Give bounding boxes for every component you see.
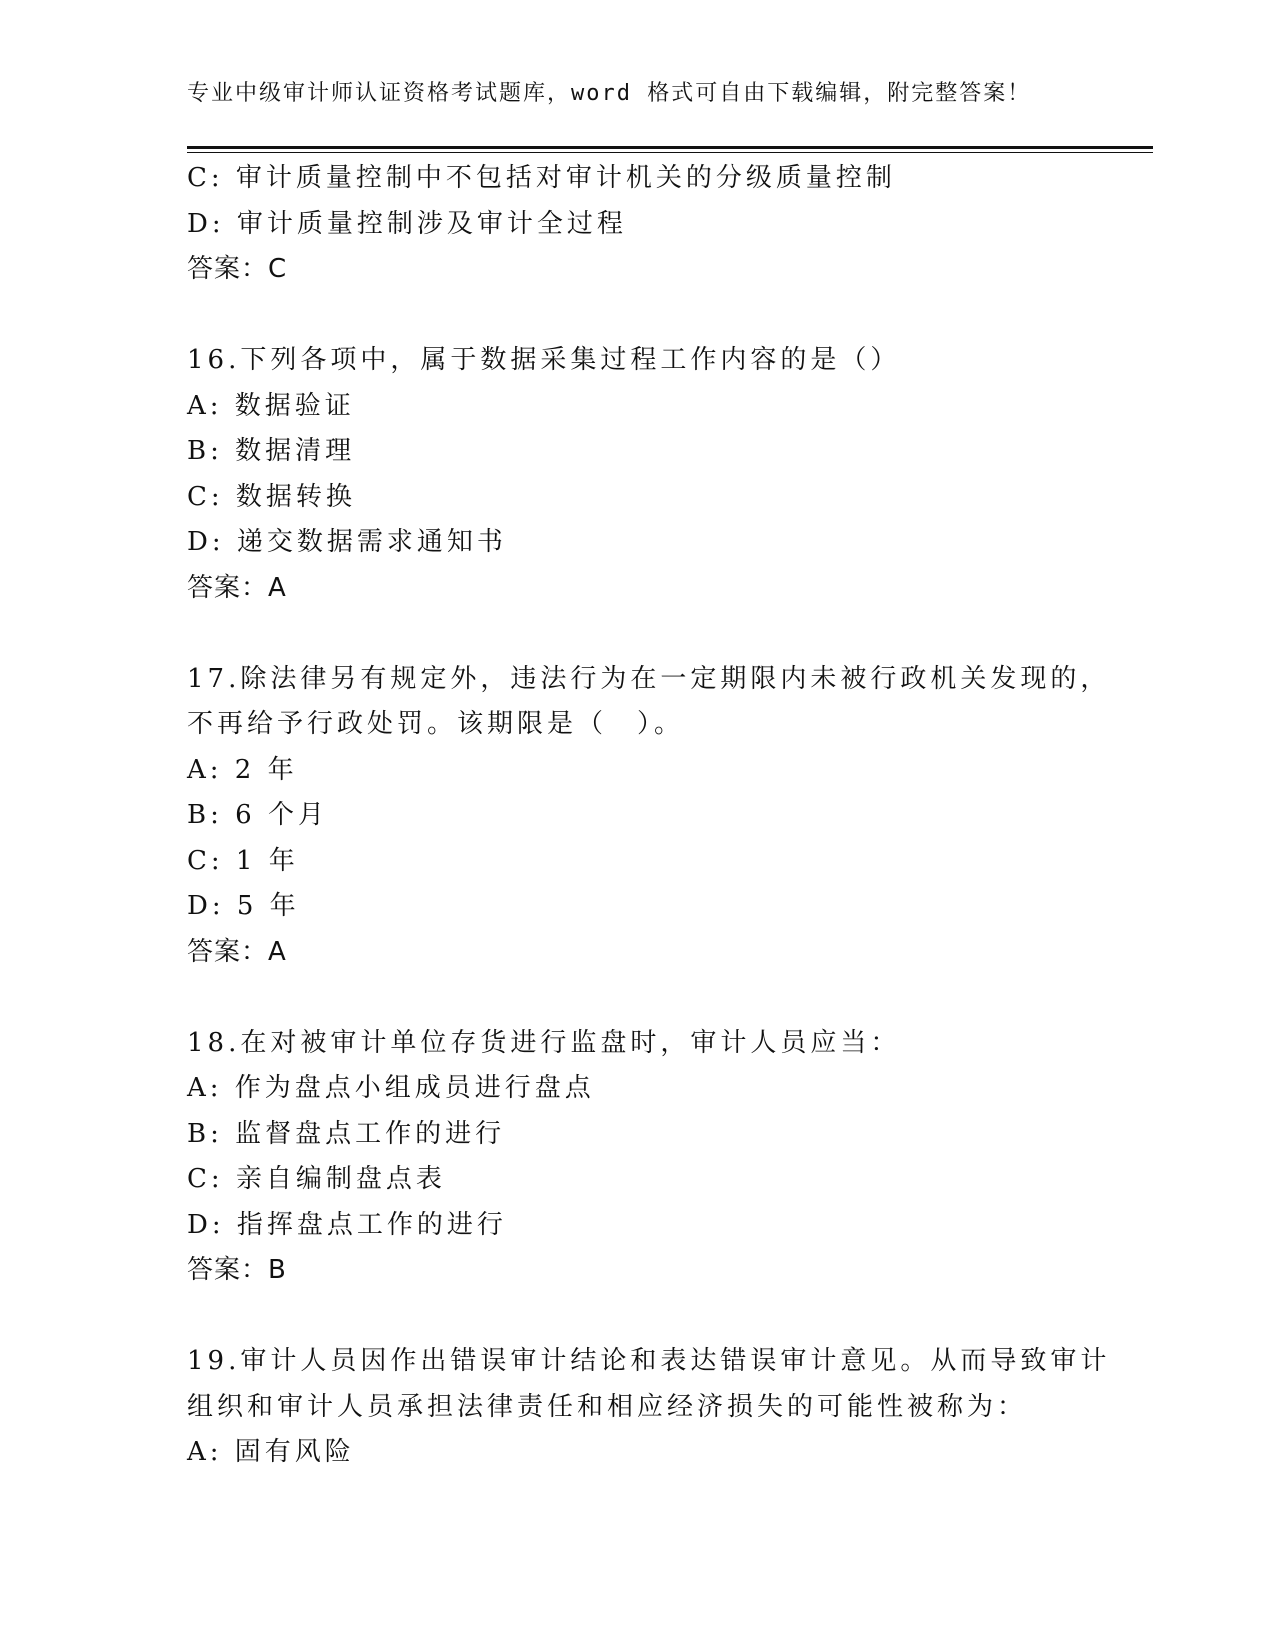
question-17-option-a: A: 2 年	[187, 754, 298, 785]
question-16-stem: 16.下列各项中，属于数据采集过程工作内容的是（）	[187, 345, 901, 375]
question-19-option-a: A: 固有风险	[187, 1437, 355, 1467]
question-18-option-d: D: 指挥盘点工作的进行	[187, 1209, 507, 1240]
question-spacer	[187, 293, 1127, 339]
question-spacer	[187, 1294, 1127, 1340]
page-header: 专业中级审计师认证资格考试题库，word 格式可自由下载编辑，附完整答案！	[187, 81, 1032, 106]
header-divider-thin	[187, 152, 1153, 153]
question-16-option-d: D: 递交数据需求通知书	[187, 527, 507, 557]
question-17-option-d: D: 5 年	[187, 891, 300, 921]
question-17-stem-line-2: 不再给予行政处罚。该期限是（ ）。	[187, 709, 685, 739]
question-18-option-c: C: 亲自编制盘点表	[187, 1164, 446, 1194]
question-16-option-a: A: 数据验证	[187, 390, 355, 421]
question-content	[187, 156, 1127, 1476]
question-16-option-b: B: 数据清理	[187, 436, 356, 466]
question-19-stem-line-1: 19.审计人员因作出错误审计结论和表达错误审计意见。从而导致审计	[187, 1346, 1111, 1376]
question-spacer	[187, 975, 1127, 1021]
option-d: D: 审计质量控制涉及审计全过程	[187, 208, 627, 239]
question-17-option-c: C: 1 年	[187, 845, 299, 876]
question-18-option-b: B: 监督盘点工作的进行	[187, 1118, 506, 1149]
question-19-stem-line-2: 组织和审计人员承担法律责任和相应经济损失的可能性被称为：	[187, 1391, 1028, 1422]
question-18-answer: 答案：B	[187, 1255, 287, 1285]
answer-line: 答案：C	[187, 254, 288, 284]
header-divider-thick	[187, 146, 1153, 149]
question-17-option-b: B: 6 个月	[187, 800, 328, 830]
option-c: C: 审计质量控制中不包括对审计机关的分级质量控制	[187, 163, 896, 193]
question-16-option-c: C: 数据转换	[187, 481, 356, 512]
question-18-option-a: A: 作为盘点小组成员进行盘点	[187, 1073, 595, 1103]
question-17-stem-line-1: 17.除法律另有规定外，违法行为在一定期限内未被行政机关发现的，	[187, 663, 1111, 694]
question-17-answer: 答案：A	[187, 936, 287, 967]
question-16-answer: 答案：A	[187, 572, 287, 603]
question-spacer	[187, 611, 1127, 657]
question-18-stem: 18.在对被审计单位存货进行监盘时，审计人员应当：	[187, 1027, 901, 1058]
